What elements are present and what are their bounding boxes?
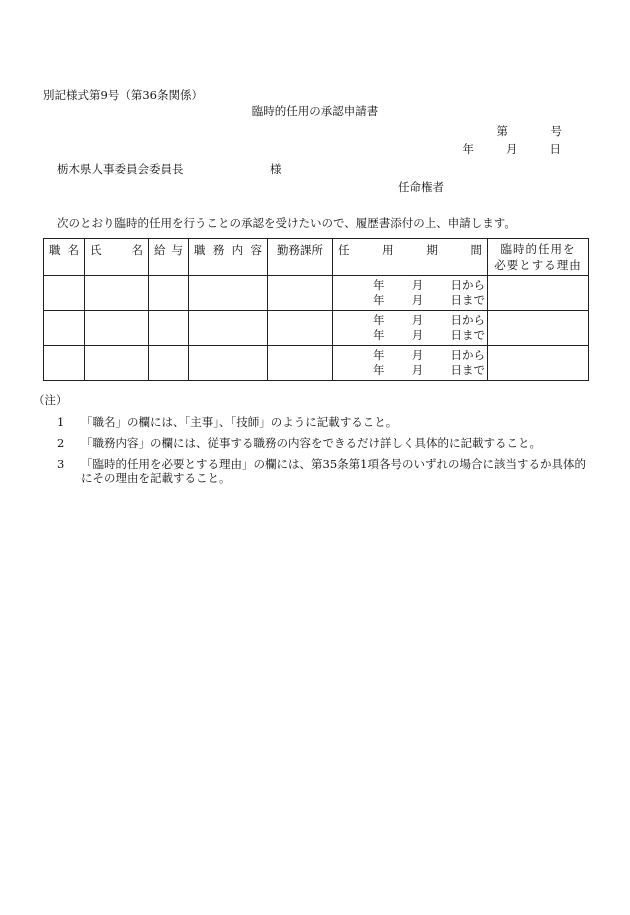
note-item: 3 「臨時的任用を必要とする理由」の欄には、第35条第1項各号のいずれの場合に該当するか具体的にその理由を記載すること。 — [57, 457, 586, 485]
salary-cell[interactable] — [149, 276, 189, 311]
period-from: 年 月 日から — [373, 278, 485, 292]
workplace-cell[interactable] — [268, 276, 333, 311]
reason-cell[interactable] — [488, 276, 589, 311]
header-salary: 給 与 — [149, 239, 189, 276]
note-item: 1 「職名」の欄には、「主事」、「技師」のように記載すること。 — [57, 415, 398, 429]
salary-cell[interactable] — [149, 346, 189, 381]
reason-cell[interactable] — [488, 311, 589, 346]
period-to: 年 月 日まで — [373, 293, 485, 307]
addressee: 栃木県人事委員会委員長 — [57, 162, 184, 176]
name-cell[interactable] — [85, 346, 149, 381]
period-to: 年 月 日まで — [373, 328, 485, 342]
table-row — [44, 346, 589, 381]
notes-heading: （注） — [33, 393, 68, 407]
period-to: 年 月 日まで — [373, 363, 485, 377]
note-item: 2 「職務内容」の欄には、従事する職務の内容をできるだけ詳しく具体的に記載すること。 — [57, 436, 541, 450]
name-cell[interactable] — [85, 276, 149, 311]
header-period: 任 用 期 間 — [333, 239, 488, 276]
name-cell[interactable] — [85, 311, 149, 346]
job-title-cell[interactable] — [44, 276, 85, 311]
period-from: 年 月 日から — [373, 348, 485, 362]
reason-cell[interactable] — [488, 346, 589, 381]
header-workplace: 勤務課所 — [268, 239, 333, 276]
request-statement: 次のとおり臨時的任用を行うことの承認を受けたいので、履歴書添付の上、申請します。 — [57, 216, 516, 230]
table-row — [44, 276, 589, 311]
document-number: 第 号 — [496, 124, 564, 138]
job-title-cell[interactable] — [44, 311, 85, 346]
page-title: 臨時的任用の承認申請書 — [251, 104, 379, 118]
workplace-cell[interactable] — [268, 346, 333, 381]
header-job-title: 職 名 — [44, 239, 85, 276]
workplace-cell[interactable] — [268, 311, 333, 346]
notes-section — [33, 392, 593, 485]
addressee-honorific: 様 — [270, 162, 282, 176]
duties-cell[interactable] — [189, 311, 268, 346]
document-date: 年 月 日 — [462, 142, 564, 156]
form-reference: 別記様式第9号（第36条関係） — [43, 88, 203, 102]
header-duties: 職 務 内 容 — [189, 239, 268, 276]
duties-cell[interactable] — [189, 346, 268, 381]
table-header-row — [44, 239, 589, 276]
header-reason: 臨時的任用を 必要とする理由 — [488, 239, 589, 276]
period-cell[interactable] — [333, 311, 488, 346]
appointing-authority: 任命権者 — [398, 180, 444, 194]
duties-cell[interactable] — [189, 276, 268, 311]
job-title-cell[interactable] — [44, 346, 85, 381]
period-from: 年 月 日から — [373, 313, 485, 327]
period-cell[interactable] — [333, 346, 488, 381]
header-name: 氏 名 — [85, 239, 149, 276]
period-cell[interactable] — [333, 276, 488, 311]
application-table — [43, 238, 589, 381]
table-row — [44, 311, 589, 346]
salary-cell[interactable] — [149, 311, 189, 346]
